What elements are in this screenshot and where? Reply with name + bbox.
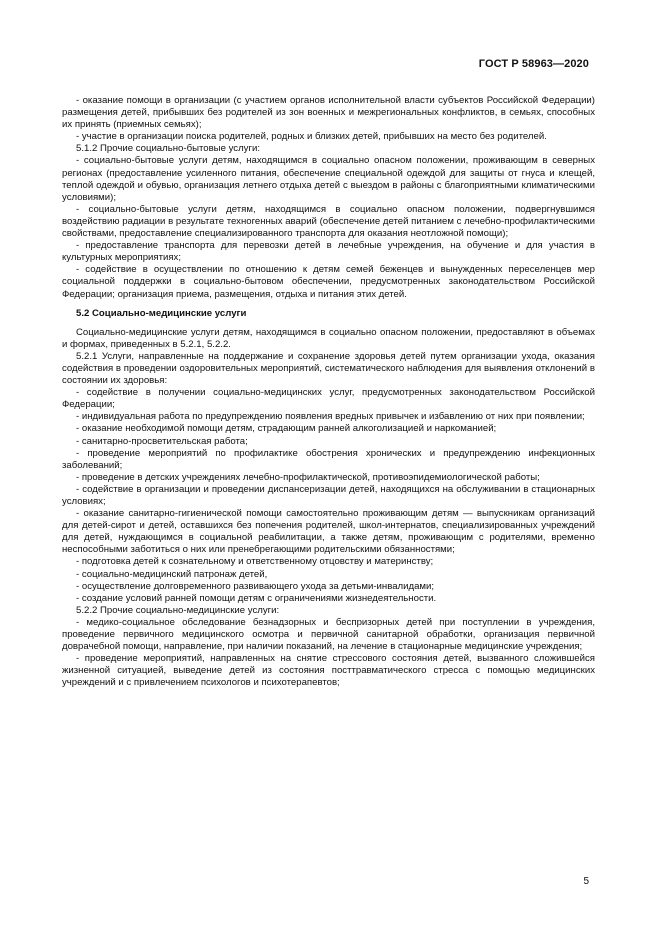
list-item: - оказание необходимой помощи детям, страдающим ранней алкоголизацией и наркоманией; [76, 423, 497, 435]
section-heading: 5.2 Социально-медицинские услуги [76, 307, 247, 319]
list-item: - санитарно-просветительская работа; [76, 435, 248, 447]
page-number: 5 [583, 876, 589, 887]
list-item: - участие в организации поиска родителей, родных и близких детей, прибывших на место без родителей. [76, 131, 547, 143]
list-item: - социально-медицинский патронаж детей, [76, 568, 268, 580]
list-item: - содействие в осуществлении по отношению к детям семей беженцев и вынужденных переселенцев мер социальной поддержки в социально-бытовом обеспечении, предусмотренных законодательством Российской Федерации; организация приема, размещения, отдыха и питания этих детей. [62, 264, 595, 300]
list-item: - проведение мероприятий, направленных на снятие стрессового состояния детей, вызванного сложившейся жизненной ситуацией, выведение детей из состояния посттравматического стресса с помощью медицинских учреждений и с привлечением психологов и психотерапевтов; [62, 653, 595, 689]
list-item: - оказание санитарно-гигиенической помощи самостоятельно проживающим детям — выпускникам организаций для детей-сирот и детей, оставшихся без попечения родителей, школ-интернатов, специализированных учреждений для детей, нуждающимся в социальной реабилитации, а также детям, проживающим с родителями, временно неспособными заботиться о них или пренебрегающими родительскими обязанностями; [62, 508, 595, 556]
subsection-title: 5.1.2 Прочие социально-бытовые услуги: [76, 143, 260, 155]
subsection-title: 5.2.1 Услуги, направленные на поддержание и сохранение здоровья детей путем организации ухода, оказания содействия в проведении оздоровительных мероприятий, систематического наблюдения для выявления отклонений в состоянии их здоровья: [62, 350, 595, 387]
list-item: - предоставление транспорта для перевозки детей в лечебные учреждения, на обучение и для участия в культурных мероприятиях; [62, 240, 595, 264]
list-item: - медико-социальное обследование безнадзорных и беспризорных детей при поступлении в учреждения, проведение первичного медицинского осмотра и первичной санитарной обработки, организация первичной доврачебной помощи, направление, при наличии показаний, на лечение в стационарные медицинские учреждения; [62, 616, 595, 653]
list-item: - подготовка детей к сознательному и ответственному отцовству и материнству; [76, 556, 434, 568]
list-item: - проведение в детских учреждениях лечебно-профилактической, противоэпидемиологической работы; [76, 471, 540, 483]
document-body [62, 95, 595, 690]
list-item: - социально-бытовые услуги детям, находящимся в социально опасном положении, подвергнувшимся воздействию радиации в результате техногенных аварий (обеспечение детей питанием с лечебно-профилактическими свойствами, предоставление специализированного транспорта для оказания неотложной помощи); [62, 203, 595, 240]
list-item: - социально-бытовые услуги детям, находящимся в социально опасном положении, проживающим в северных регионах (предоставление усиленного питания, обеспечение специальной одеждой для защиты от гнуса и клещей, теплой одеждой и обувью, организация летнего отдыха детей с выездом в районы с благоприятными климатическими условиями); [62, 155, 595, 203]
standard-code-header: ГОСТ Р 58963—2020 [478, 58, 589, 70]
list-item: - индивидуальная работа по предупреждению появления вредных привычек и избавлению от них при появлении; [76, 411, 585, 423]
list-item: - создание условий ранней помощи детям с ограничениями жизнедеятельности. [76, 592, 437, 604]
list-item: - осуществление долговременного развивающего ухода за детьми-инвалидами; [76, 580, 435, 592]
list-item: - содействие в организации и проведении диспансеризации детей, находящихся на обслуживании в стационарных условиях; [62, 483, 595, 507]
list-item: - проведение мероприятий по профилактике обострения хронических и предупреждению инфекционных заболеваний; [62, 447, 595, 471]
list-item: - содействие в получении социально-медицинских услуг, предусмотренных законодательством Российской Федерации; [62, 387, 595, 411]
subsection-title: 5.2.2 Прочие социально-медицинские услуги: [76, 604, 280, 616]
list-item: Социально-медицинские услуги детям, находящимся в социально опасном положении, предоставляют в объемах и формах, приведенных в 5.2.1, 5.2.2. [62, 326, 595, 350]
list-item: - оказание помощи в организации (с участием органов исполнительной власти субъектов Российской Федерации) размещения детей, прибывших без родителей из зон военных и межрегиональных конфликтов, в семьях, способных их принять (приемных семьях); [62, 95, 595, 131]
